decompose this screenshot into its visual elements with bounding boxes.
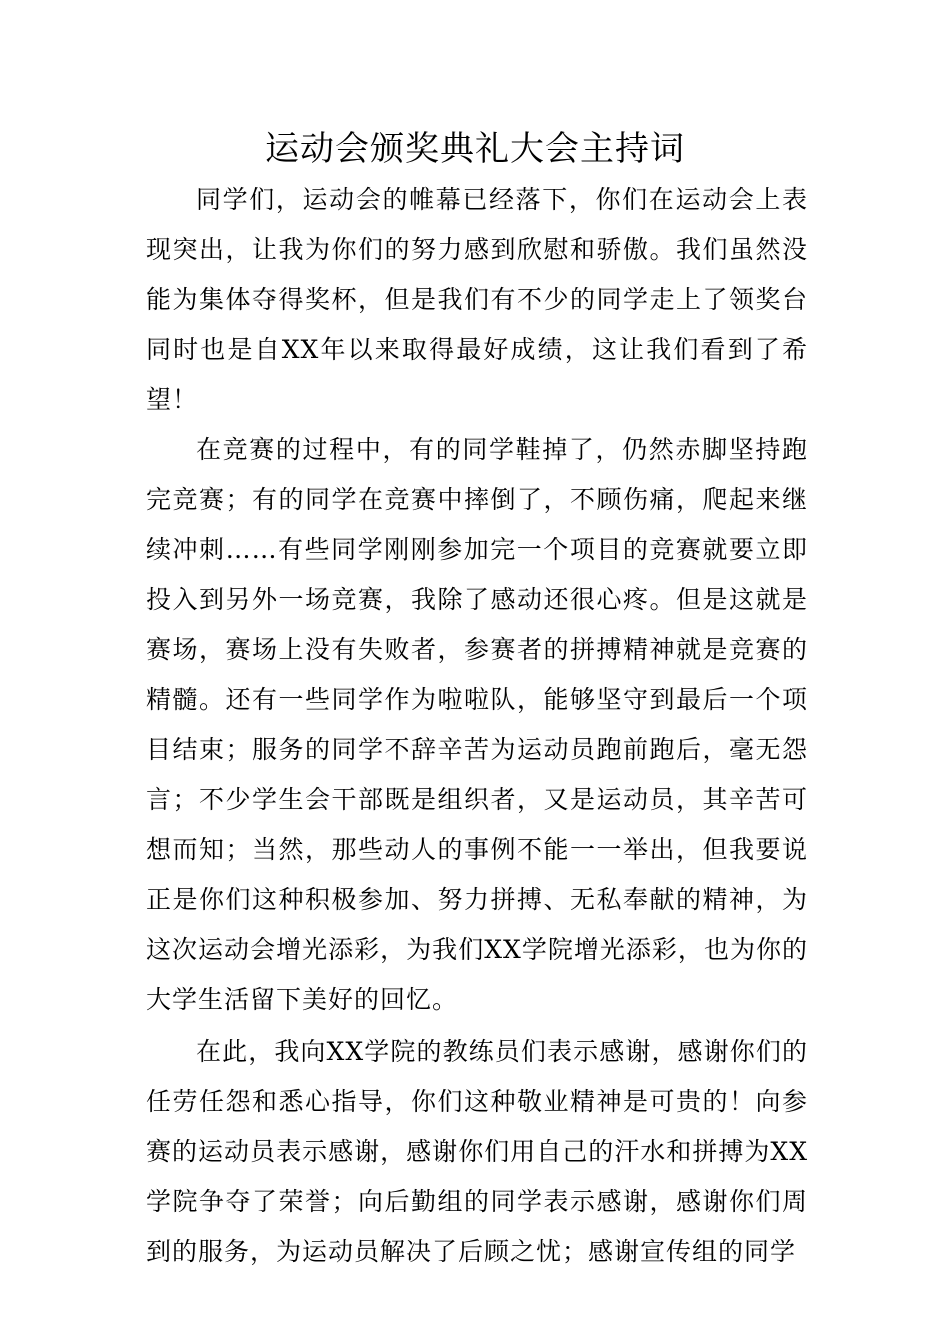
document-body [146, 175, 808, 1277]
paragraph-2: 在竞赛的过程中，有的同学鞋掉了，仍然赤脚坚持跑完竞赛；有的同学在竞赛中摔倒了，不顾伤痛，爬起来继续冲刺……有些同学刚刚参加完一个项目的竞赛就要立即投入到另外一场竞赛，我除了感动还很心疼。但是这就是赛场，赛场上没有失败者，参赛者的拼搏精神就是竞赛的精髓。还有一些同学作为啦啦队，能够坚守到最后一个项目结束；服务的同学不辞辛苦为运动员跑前跑后，毫无怨言；不少学生会干部既是组织者，又是运动员，其辛苦可想而知；当然，那些动人的事例不能一一举出，但我要说正是你们这种积极参加、努力拼搏、无私奉献的精神，为这次运动会增光添彩，为我们XX学院增光添彩，也为你的大学生活留下美好的回忆。 [146, 435, 808, 1014]
document-title: 运动会颁奖典礼大会主持词 [265, 129, 685, 169]
paragraph-1: 同学们，运动会的帷幕已经落下，你们在运动会上表现突出，让我为你们的努力感到欣慰和骄傲。我们虽然没能为集体夺得奖杯，但是我们有不少的同学走上了领奖台同时也是自XX年以来取得最好成绩，这让我们看到了希望！ [146, 185, 808, 414]
paragraph-3: 在此，我向XX学院的教练员们表示感谢，感谢你们的任劳任怨和悉心指导，你们这种敬业精神是可贵的！向参赛的运动员表示感谢，感谢你们用自己的汗水和拼搏为XX学院争夺了荣誉；向后勤组的同学表示感谢，感谢你们周到的服务，为运动员解决了后顾之忧；感谢宣传组的同学 [146, 1037, 808, 1266]
